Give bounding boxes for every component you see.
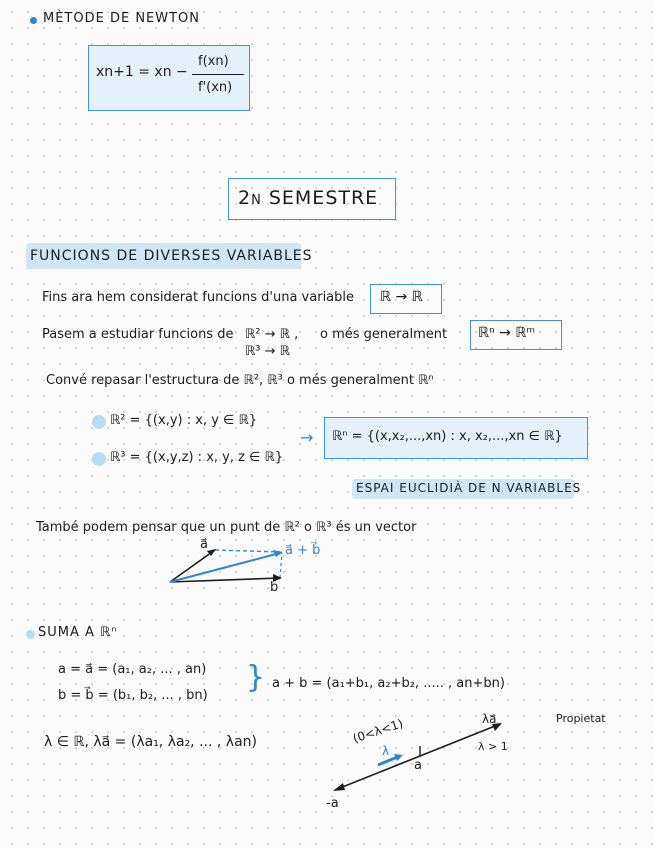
a-definition: a = a⃗ = (a₁, a₂, ... , an) [58,662,207,677]
lambda-a-label: λa⃗ [482,712,497,726]
sum-definition: a + b = (a₁+b₁, a₂+b₂, ..... , an+bn) [272,676,505,691]
semester-title: 2n SEMESTRE [238,187,379,209]
r-to-r-label: ℝ → ℝ [380,289,423,305]
newton-formula-denominator: f'(xn) [198,80,233,95]
line-more-generally: o més generalment [320,327,448,342]
funcions-heading: FUNCIONS DE DIVERSES VARIABLES [30,248,313,264]
lambda-definition: λ ∈ ℝ, λa⃗ = (λa₁, λa₂, ... , λan) [44,734,257,750]
neg-a-label: -a [326,796,339,811]
line-review-structure: Convé repasar l'estructura de ℝ², ℝ³ o més generalment ℝⁿ [46,373,434,388]
newton-formula-numerator: f(xn) [198,54,229,69]
suma-bullet [26,630,35,639]
lambda-small-label: λ [382,744,390,758]
line-point-as-vector: També podem pensar que un punt de ℝ² o ℝ³ és un vector [36,520,417,535]
suma-heading: SUMA A ℝⁿ [38,625,118,640]
r3-definition: ℝ³ = {(x,y,z) : x, y, z ∈ ℝ} [110,450,284,465]
brace-icon: } [246,660,266,695]
vector-a-label: a⃗ [200,537,208,552]
line-study-functions: Pasem a estudiar funcions de [42,327,234,342]
vector-b-label: b [270,580,279,595]
b-definition: b = b⃗ = (b₁, b₂, ... , bn) [58,688,208,703]
map-r3-to-r: ℝ³ → ℝ [245,344,290,359]
arrow-icon: → [300,428,314,447]
r2-definition: ℝ² = {(x,y) : x, y ∈ ℝ} [110,413,258,428]
rn-to-rm-label: ℝⁿ → ℝᵐ [478,325,536,341]
line-one-variable: Fins ara hem considerat funcions d'una variable [42,290,355,305]
newton-heading: MÈTODE DE NEWTON [43,11,201,26]
lambda-range: (0<λ<1) [351,716,405,746]
propietat-label: Propietat [556,712,606,725]
euclid-label: ESPAI EUCLIDIÀ DE N VARIABLES [356,481,582,495]
newton-formula-lhs: xn+1 = xn − [96,64,188,80]
rn-definition: ℝⁿ = {(x,x₂,...,xn) : x, x₂,...,xn ∈ ℝ} [332,429,563,444]
vector-sum-label: a⃗ + b⃗ [285,543,321,558]
a-point-label: a [414,758,422,773]
lambda-greater-one: λ > 1 [478,740,508,753]
map-r2-to-r: ℝ² → ℝ , [245,327,299,342]
